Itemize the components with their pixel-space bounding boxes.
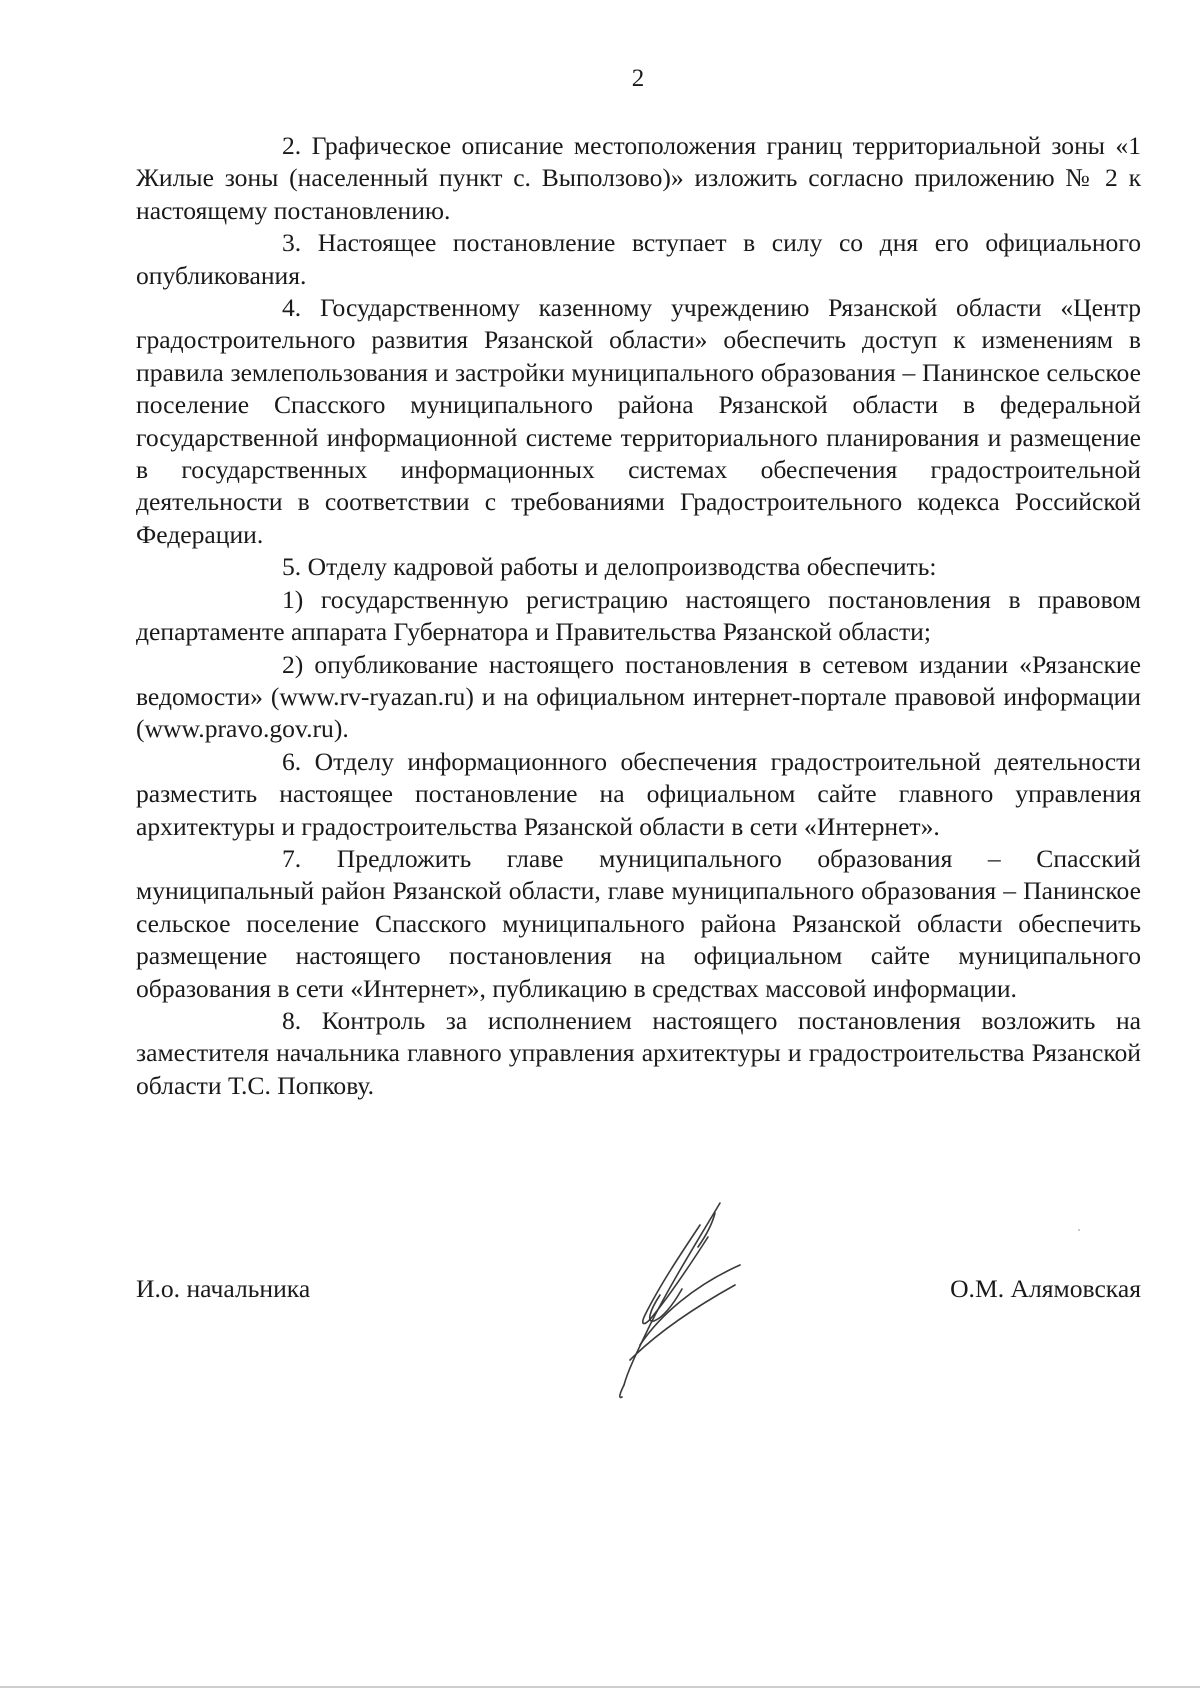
paragraph-text: государственную регистрацию настоящего постановления в правовом департаменте аппарата Губернатора и Правительства Рязанской области;	[136, 584, 1141, 647]
paragraph-number: 8.	[282, 1005, 302, 1035]
paragraph-text: Отделу кадровой работы и делопроизводства обеспечить:	[307, 552, 937, 582]
paragraph-5	[136, 551, 1141, 583]
paragraph-number: 5.	[282, 552, 302, 582]
paragraph-number: 2.	[282, 131, 302, 160]
paragraph-number: 2)	[282, 649, 304, 679]
paragraph-4	[136, 292, 1141, 551]
paragraph-6	[136, 746, 1141, 843]
signatory-position: И.о. начальника	[136, 1274, 311, 1303]
paragraph-text: Настоящее постановление вступает в силу со дня его официального опубликования.	[136, 228, 1141, 290]
paragraph-text: Предложить главе муниципального образования – Спасский муниципальный район Рязанской области, главе муниципального образования – Панинское сельское поселение Спасского муниципального района Рязанской области обеспечить размещение настоящего постановления на официальном сайте муниципального образования в сети «Интернет», публикацию в средствах массовой информации.	[136, 843, 1141, 1003]
paragraph-text: опубликование настоящего постановления в сетевом издании «Рязанские ведомости» (www.rv-ryazan.ru) и на официальном интернет-портале правовой информации (www.pravo.gov.ru).	[136, 649, 1141, 744]
paragraph-number: 3.	[282, 228, 302, 258]
subparagraph-2	[136, 649, 1141, 746]
paragraph-text: Графическое описание местоположения границ территориальной зоны «1 Жилые зоны (населенный пункт с. Выползово)» изложить согласно приложению № 2 к настоящему постановлению.	[136, 131, 1141, 225]
paragraph-3	[136, 227, 1141, 292]
scan-dot	[1078, 1229, 1080, 1231]
paragraph-2	[136, 130, 1141, 227]
paragraph-7	[136, 843, 1141, 1005]
subparagraph-1	[136, 584, 1141, 649]
scan-bottom-edge	[0, 1686, 1200, 1688]
paragraph-text: Отделу информационного обеспечения градостроительной деятельности разместить настоящее постановление на официальном сайте главного управления архитектуры и градостроительства Рязанской области в сети «Интернет».	[136, 746, 1141, 841]
signatory-name: О.М. Алямовская	[950, 1274, 1141, 1303]
paragraph-number: 7.	[282, 843, 302, 873]
document-body	[136, 130, 1141, 1102]
page-number: 2	[631, 65, 645, 92]
paragraph-8	[136, 1005, 1141, 1102]
paragraph-number: 6.	[282, 746, 302, 776]
handwritten-signature-icon	[600, 1185, 780, 1405]
paragraph-number: 4.	[282, 293, 302, 323]
paragraph-number: 1)	[282, 584, 304, 614]
paragraph-text: Государственному казенному учреждению Рязанской области «Центр градостроительного развития Рязанской области» обеспечить доступ к изменениям в правила землепользования и застройки муниципального образования – Панинское сельское поселение Спасского муниципального района Рязанской области в федеральной государственной информационной системе территориального планирования и размещение в государственных информационных системах обеспечения градостроительной деятельности в соответствии с требованиями Градостроительного кодекса Российской Федерации.	[136, 293, 1141, 549]
paragraph-text: Контроль за исполнением настоящего постановления возложить на заместителя начальника главного управления архитектуры и градостроительства Рязанской области Т.С. Попкову.	[136, 1005, 1141, 1100]
